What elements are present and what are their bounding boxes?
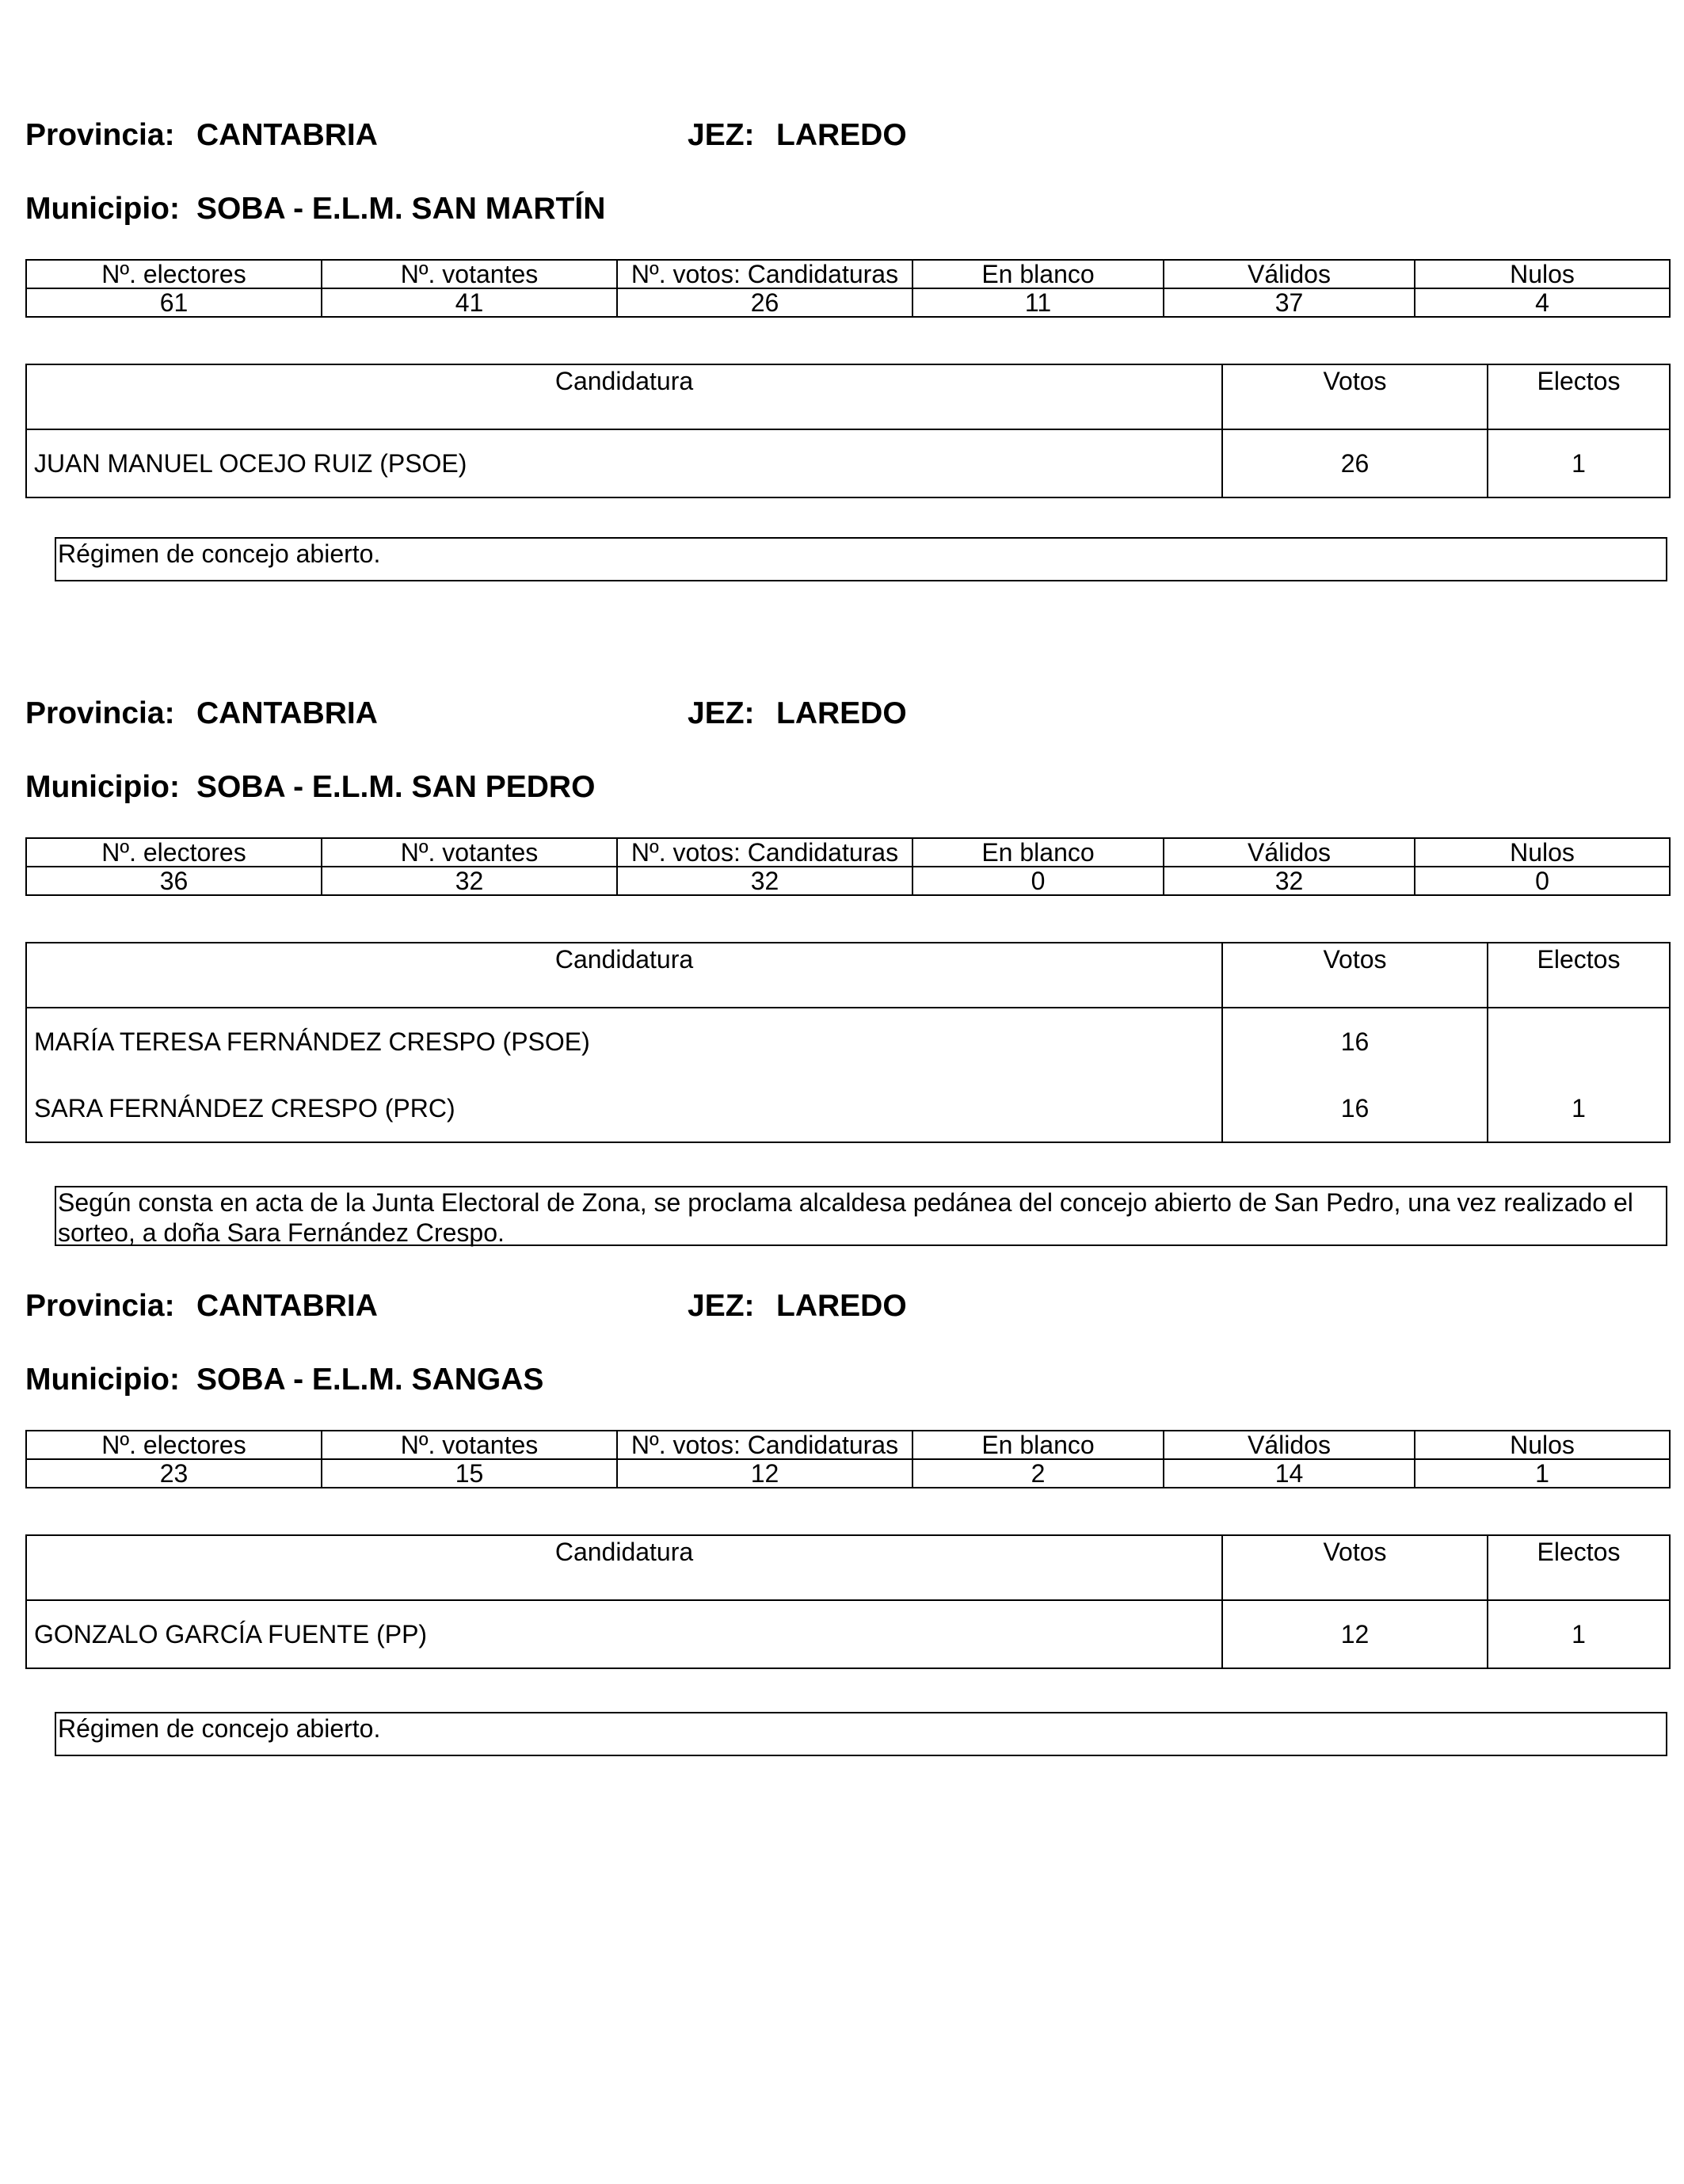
candidatura-header: Candidatura bbox=[26, 943, 1222, 1008]
stats-header-votos-candidaturas: Nº. votos: Candidaturas bbox=[617, 838, 912, 867]
stats-value-electores: 61 bbox=[26, 288, 322, 317]
candidates-header-row bbox=[26, 1535, 1670, 1600]
provincia-label: Provincia: bbox=[25, 1289, 175, 1323]
jez-value: LAREDO bbox=[776, 696, 907, 730]
stats-value-row bbox=[26, 867, 1670, 895]
candidate-name: GONZALO GARCÍA FUENTE (PP) bbox=[26, 1600, 1222, 1668]
stats-header-votantes: Nº. votantes bbox=[322, 838, 617, 867]
stats-header-votos-candidaturas: Nº. votos: Candidaturas bbox=[617, 1431, 912, 1459]
section-note: Según consta en acta de la Junta Electoral de Zona, se proclama alcaldesa pedánea del concejo abierto de San Pedro, una vez realizado el sorteo, a doña Sara Fernández Crespo. bbox=[55, 1186, 1667, 1246]
candidate-name: JUAN MANUEL OCEJO RUIZ (PSOE) bbox=[26, 429, 1222, 497]
section-note: Régimen de concejo abierto. bbox=[55, 537, 1667, 581]
stats-value-validos: 32 bbox=[1164, 867, 1415, 895]
candidates-header-row bbox=[26, 943, 1670, 1008]
stats-header-en-blanco: En blanco bbox=[912, 838, 1164, 867]
stats-value-votantes: 32 bbox=[322, 867, 617, 895]
jez-label: JEZ: bbox=[688, 1289, 755, 1323]
stats-table bbox=[25, 837, 1671, 896]
candidate-name: MARÍA TERESA FERNÁNDEZ CRESPO (PSOE) bbox=[26, 1008, 1222, 1075]
stats-header-validos: Válidos bbox=[1164, 1431, 1415, 1459]
jez-label: JEZ: bbox=[688, 118, 755, 152]
votos-header: Votos bbox=[1222, 1535, 1488, 1600]
stats-header-validos: Válidos bbox=[1164, 838, 1415, 867]
candidates-table bbox=[25, 942, 1671, 1143]
section-note: Régimen de concejo abierto. bbox=[55, 1712, 1667, 1756]
stats-header-en-blanco: En blanco bbox=[912, 260, 1164, 288]
provincia-label: Provincia: bbox=[25, 696, 175, 730]
candidatura-header: Candidatura bbox=[26, 364, 1222, 429]
stats-value-votos-candidaturas: 12 bbox=[617, 1459, 912, 1488]
stats-value-votos-candidaturas: 26 bbox=[617, 288, 912, 317]
stats-value-nulos: 0 bbox=[1415, 867, 1670, 895]
stats-header-votantes: Nº. votantes bbox=[322, 260, 617, 288]
electos-header: Electos bbox=[1488, 1535, 1670, 1600]
candidate-electos bbox=[1488, 1008, 1670, 1075]
municipio-value: SOBA - E.L.M. SANGAS bbox=[196, 1363, 544, 1397]
stats-value-en-blanco: 0 bbox=[912, 867, 1164, 895]
candidate-votos: 16 bbox=[1222, 1008, 1488, 1075]
stats-header-votos-candidaturas: Nº. votos: Candidaturas bbox=[617, 260, 912, 288]
candidates-table bbox=[25, 1534, 1671, 1669]
municipio-label: Municipio: bbox=[25, 1363, 180, 1397]
municipio-label: Municipio: bbox=[25, 192, 180, 226]
stats-header-row bbox=[26, 838, 1670, 867]
votos-header: Votos bbox=[1222, 943, 1488, 1008]
candidate-row bbox=[26, 1008, 1670, 1075]
stats-header-row bbox=[26, 1431, 1670, 1459]
candidatura-header: Candidatura bbox=[26, 1535, 1222, 1600]
candidate-name: SARA FERNÁNDEZ CRESPO (PRC) bbox=[26, 1075, 1222, 1142]
candidate-votos: 26 bbox=[1222, 429, 1488, 497]
provincia-value: CANTABRIA bbox=[196, 118, 378, 152]
stats-value-row bbox=[26, 1459, 1670, 1488]
jez-value: LAREDO bbox=[776, 1289, 907, 1323]
stats-header-nulos: Nulos bbox=[1415, 1431, 1670, 1459]
stats-header-electores: Nº. electores bbox=[26, 260, 322, 288]
jez-label: JEZ: bbox=[688, 696, 755, 730]
stats-header-en-blanco: En blanco bbox=[912, 1431, 1164, 1459]
jez-value: LAREDO bbox=[776, 118, 907, 152]
stats-header-nulos: Nulos bbox=[1415, 838, 1670, 867]
stats-value-validos: 37 bbox=[1164, 288, 1415, 317]
stats-value-en-blanco: 2 bbox=[912, 1459, 1164, 1488]
stats-header-electores: Nº. electores bbox=[26, 1431, 322, 1459]
stats-value-votantes: 41 bbox=[322, 288, 617, 317]
candidate-row bbox=[26, 1600, 1670, 1668]
stats-value-votantes: 15 bbox=[322, 1459, 617, 1488]
candidate-votos: 16 bbox=[1222, 1075, 1488, 1142]
provincia-label: Provincia: bbox=[25, 118, 175, 152]
stats-value-nulos: 4 bbox=[1415, 288, 1670, 317]
stats-value-electores: 23 bbox=[26, 1459, 322, 1488]
stats-value-validos: 14 bbox=[1164, 1459, 1415, 1488]
candidate-row bbox=[26, 1075, 1670, 1142]
candidate-electos: 1 bbox=[1488, 1600, 1670, 1668]
municipio-label: Municipio: bbox=[25, 770, 180, 804]
stats-header-electores: Nº. electores bbox=[26, 838, 322, 867]
candidate-votos: 12 bbox=[1222, 1600, 1488, 1668]
stats-header-validos: Válidos bbox=[1164, 260, 1415, 288]
candidate-electos: 1 bbox=[1488, 1075, 1670, 1142]
stats-value-electores: 36 bbox=[26, 867, 322, 895]
stats-header-nulos: Nulos bbox=[1415, 260, 1670, 288]
provincia-value: CANTABRIA bbox=[196, 1289, 378, 1323]
stats-header-votantes: Nº. votantes bbox=[322, 1431, 617, 1459]
stats-table bbox=[25, 1430, 1671, 1488]
municipio-value: SOBA - E.L.M. SAN MARTÍN bbox=[196, 192, 606, 226]
stats-value-nulos: 1 bbox=[1415, 1459, 1670, 1488]
candidate-electos: 1 bbox=[1488, 429, 1670, 497]
provincia-value: CANTABRIA bbox=[196, 696, 378, 730]
municipio-value: SOBA - E.L.M. SAN PEDRO bbox=[196, 770, 596, 804]
electos-header: Electos bbox=[1488, 364, 1670, 429]
electos-header: Electos bbox=[1488, 943, 1670, 1008]
votos-header: Votos bbox=[1222, 364, 1488, 429]
stats-value-votos-candidaturas: 32 bbox=[617, 867, 912, 895]
stats-value-en-blanco: 11 bbox=[912, 288, 1164, 317]
